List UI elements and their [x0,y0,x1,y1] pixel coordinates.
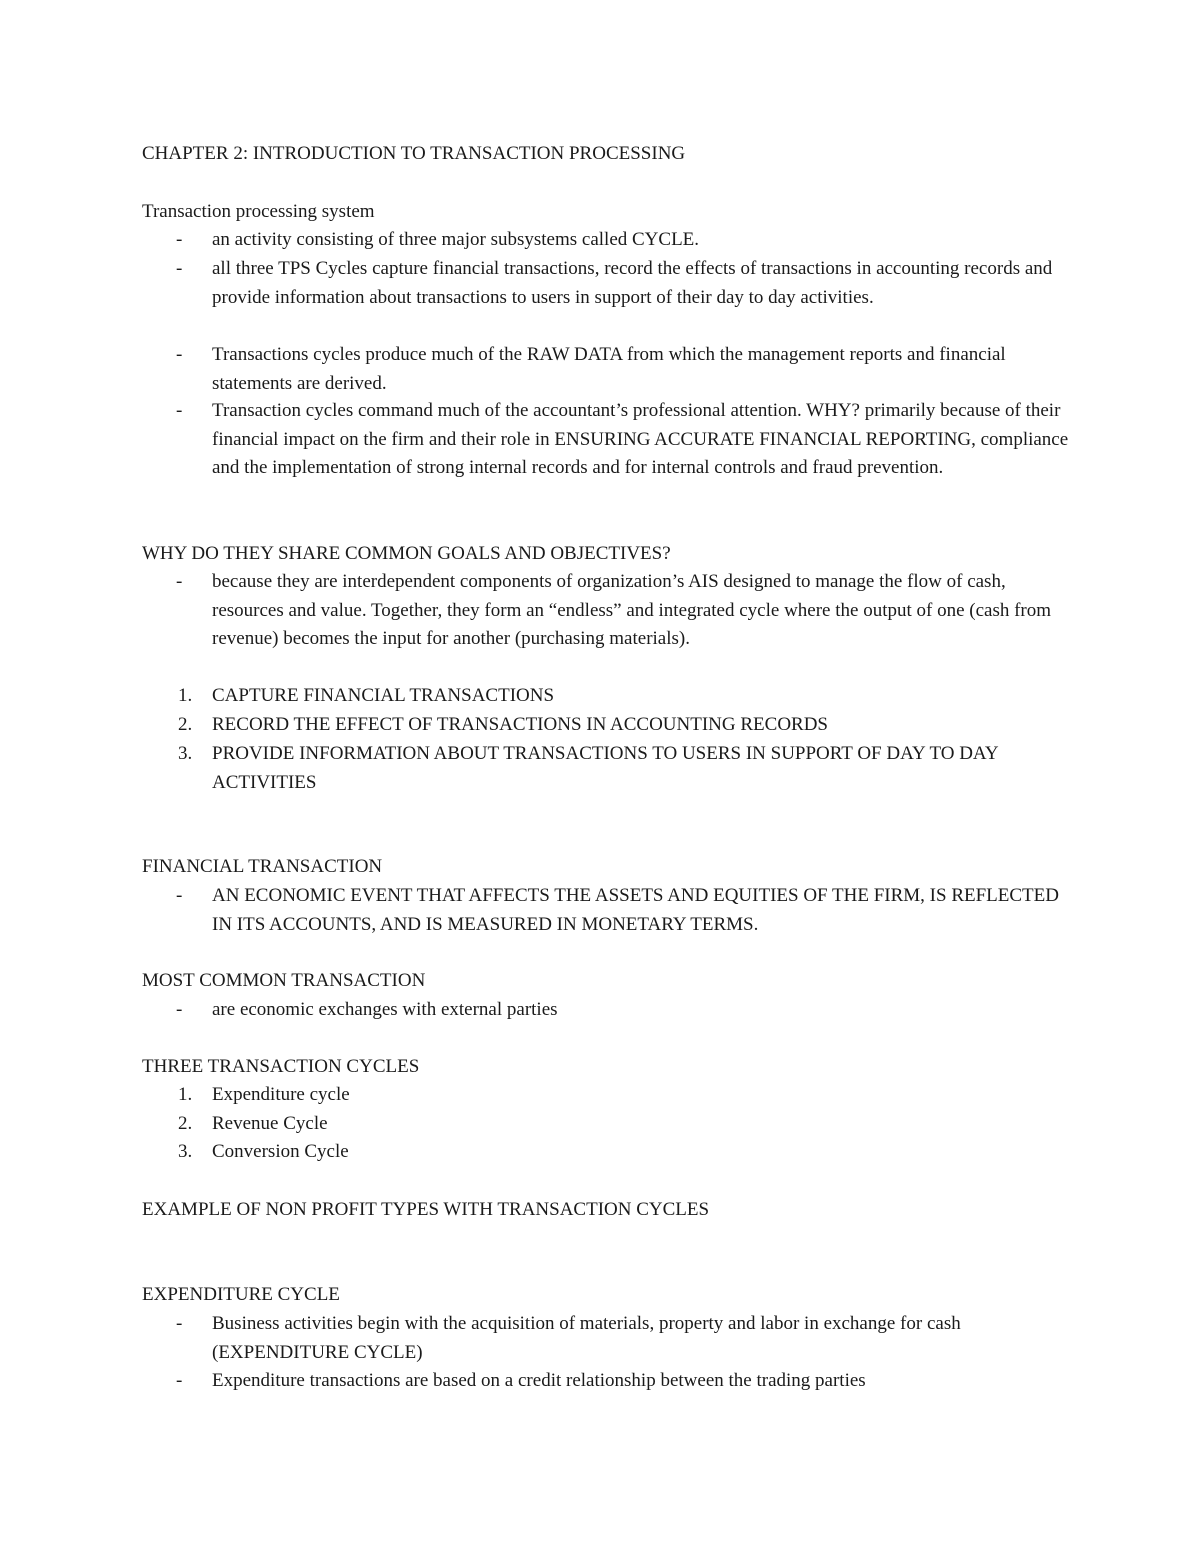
bullet-marker: - [176,571,183,592]
list-item-text: Expenditure transactions are based on a credit relationship between the trading parties [212,1370,866,1391]
bullet-marker: - [176,229,183,250]
numbered-item [142,740,1072,797]
number-marker: 1. [178,1084,193,1105]
list-item-text: Business activities begin with the acquisition of materials, property and labor in exchange for cash (EXPENDITURE CYCLE) [212,1313,961,1363]
section-heading-cycles: THREE TRANSACTION CYCLES [142,1056,420,1077]
numbered-item-text: Expenditure cycle [212,1084,350,1105]
list-item [142,1367,1072,1396]
list-item-text: because they are interdependent components of organization’s AIS designed to manage the flow of cash, resources and value. Together, they form an “endless” and integrated cycle where the output of one (cash from revenue) becomes the input for another (purchasing materials). [212,571,1052,649]
bullet-marker: - [176,400,183,421]
numbered-item-text: Revenue Cycle [212,1113,328,1134]
list-item [142,255,1072,312]
list-item [142,341,1072,398]
section-heading-why: WHY DO THEY SHARE COMMON GOALS AND OBJECTIVES? [142,543,671,564]
page-title: CHAPTER 2: INTRODUCTION TO TRANSACTION PROCESSING [142,143,686,164]
list-item-text: are economic exchanges with external parties [212,999,558,1020]
numbered-item [142,682,1072,711]
bullet-marker: - [176,1370,183,1391]
list-item [142,1310,1072,1367]
section-heading-example: EXAMPLE OF NON PROFIT TYPES WITH TRANSACTION CYCLES [142,1199,710,1220]
list-item [142,882,1072,939]
numbered-item [142,1138,1072,1167]
numbered-item-text: Conversion Cycle [212,1141,349,1162]
list-item-text: all three TPS Cycles capture financial transactions, record the effects of transactions in accounting records and provide information about transactions to users in support of their day to day activities. [212,258,1053,308]
numbered-item [142,1081,1072,1110]
numbered-item [142,711,1072,740]
bullet-marker: - [176,258,183,279]
list-item [142,568,1072,654]
number-marker: 3. [178,1141,193,1162]
numbered-item [142,1110,1072,1139]
list-item [142,226,1072,255]
number-marker: 2. [178,714,193,735]
numbered-item-text: RECORD THE EFFECT OF TRANSACTIONS IN ACCOUNTING RECORDS [212,714,828,735]
bullet-marker: - [176,999,183,1020]
bullet-marker: - [176,885,183,906]
list-item [142,397,1072,483]
section-heading-tps: Transaction processing system [142,201,375,222]
number-marker: 1. [178,685,193,706]
numbered-item-text: CAPTURE FINANCIAL TRANSACTIONS [212,685,555,706]
list-item-text: Transactions cycles produce much of the RAW DATA from which the management reports and financial statements are derived. [212,344,1006,394]
bullet-marker: - [176,1313,183,1334]
numbered-item-text: PROVIDE INFORMATION ABOUT TRANSACTIONS TO USERS IN SUPPORT OF DAY TO DAY ACTIVITIES [212,743,998,793]
section-heading-expenditure: EXPENDITURE CYCLE [142,1284,340,1305]
list-item [142,996,1072,1025]
list-item-text: AN ECONOMIC EVENT THAT AFFECTS THE ASSETS AND EQUITIES OF THE FIRM, IS REFLECTED IN ITS ACCOUNTS, AND IS MEASURED IN MONETARY TERMS. [212,885,1059,935]
number-marker: 2. [178,1113,193,1134]
number-marker: 3. [178,743,193,764]
section-heading-common: MOST COMMON TRANSACTION [142,970,426,991]
section-heading-financial: FINANCIAL TRANSACTION [142,856,383,877]
bullet-marker: - [176,344,183,365]
list-item-text: an activity consisting of three major subsystems called CYCLE. [212,229,700,250]
list-item-text: Transaction cycles command much of the accountant’s professional attention. WHY? primarily because of their financial impact on the firm and their role in ENSURING ACCURATE FINANCIAL REPORTING, compliance and the implementation of strong internal records and for internal controls and fraud prevention. [212,400,1069,478]
